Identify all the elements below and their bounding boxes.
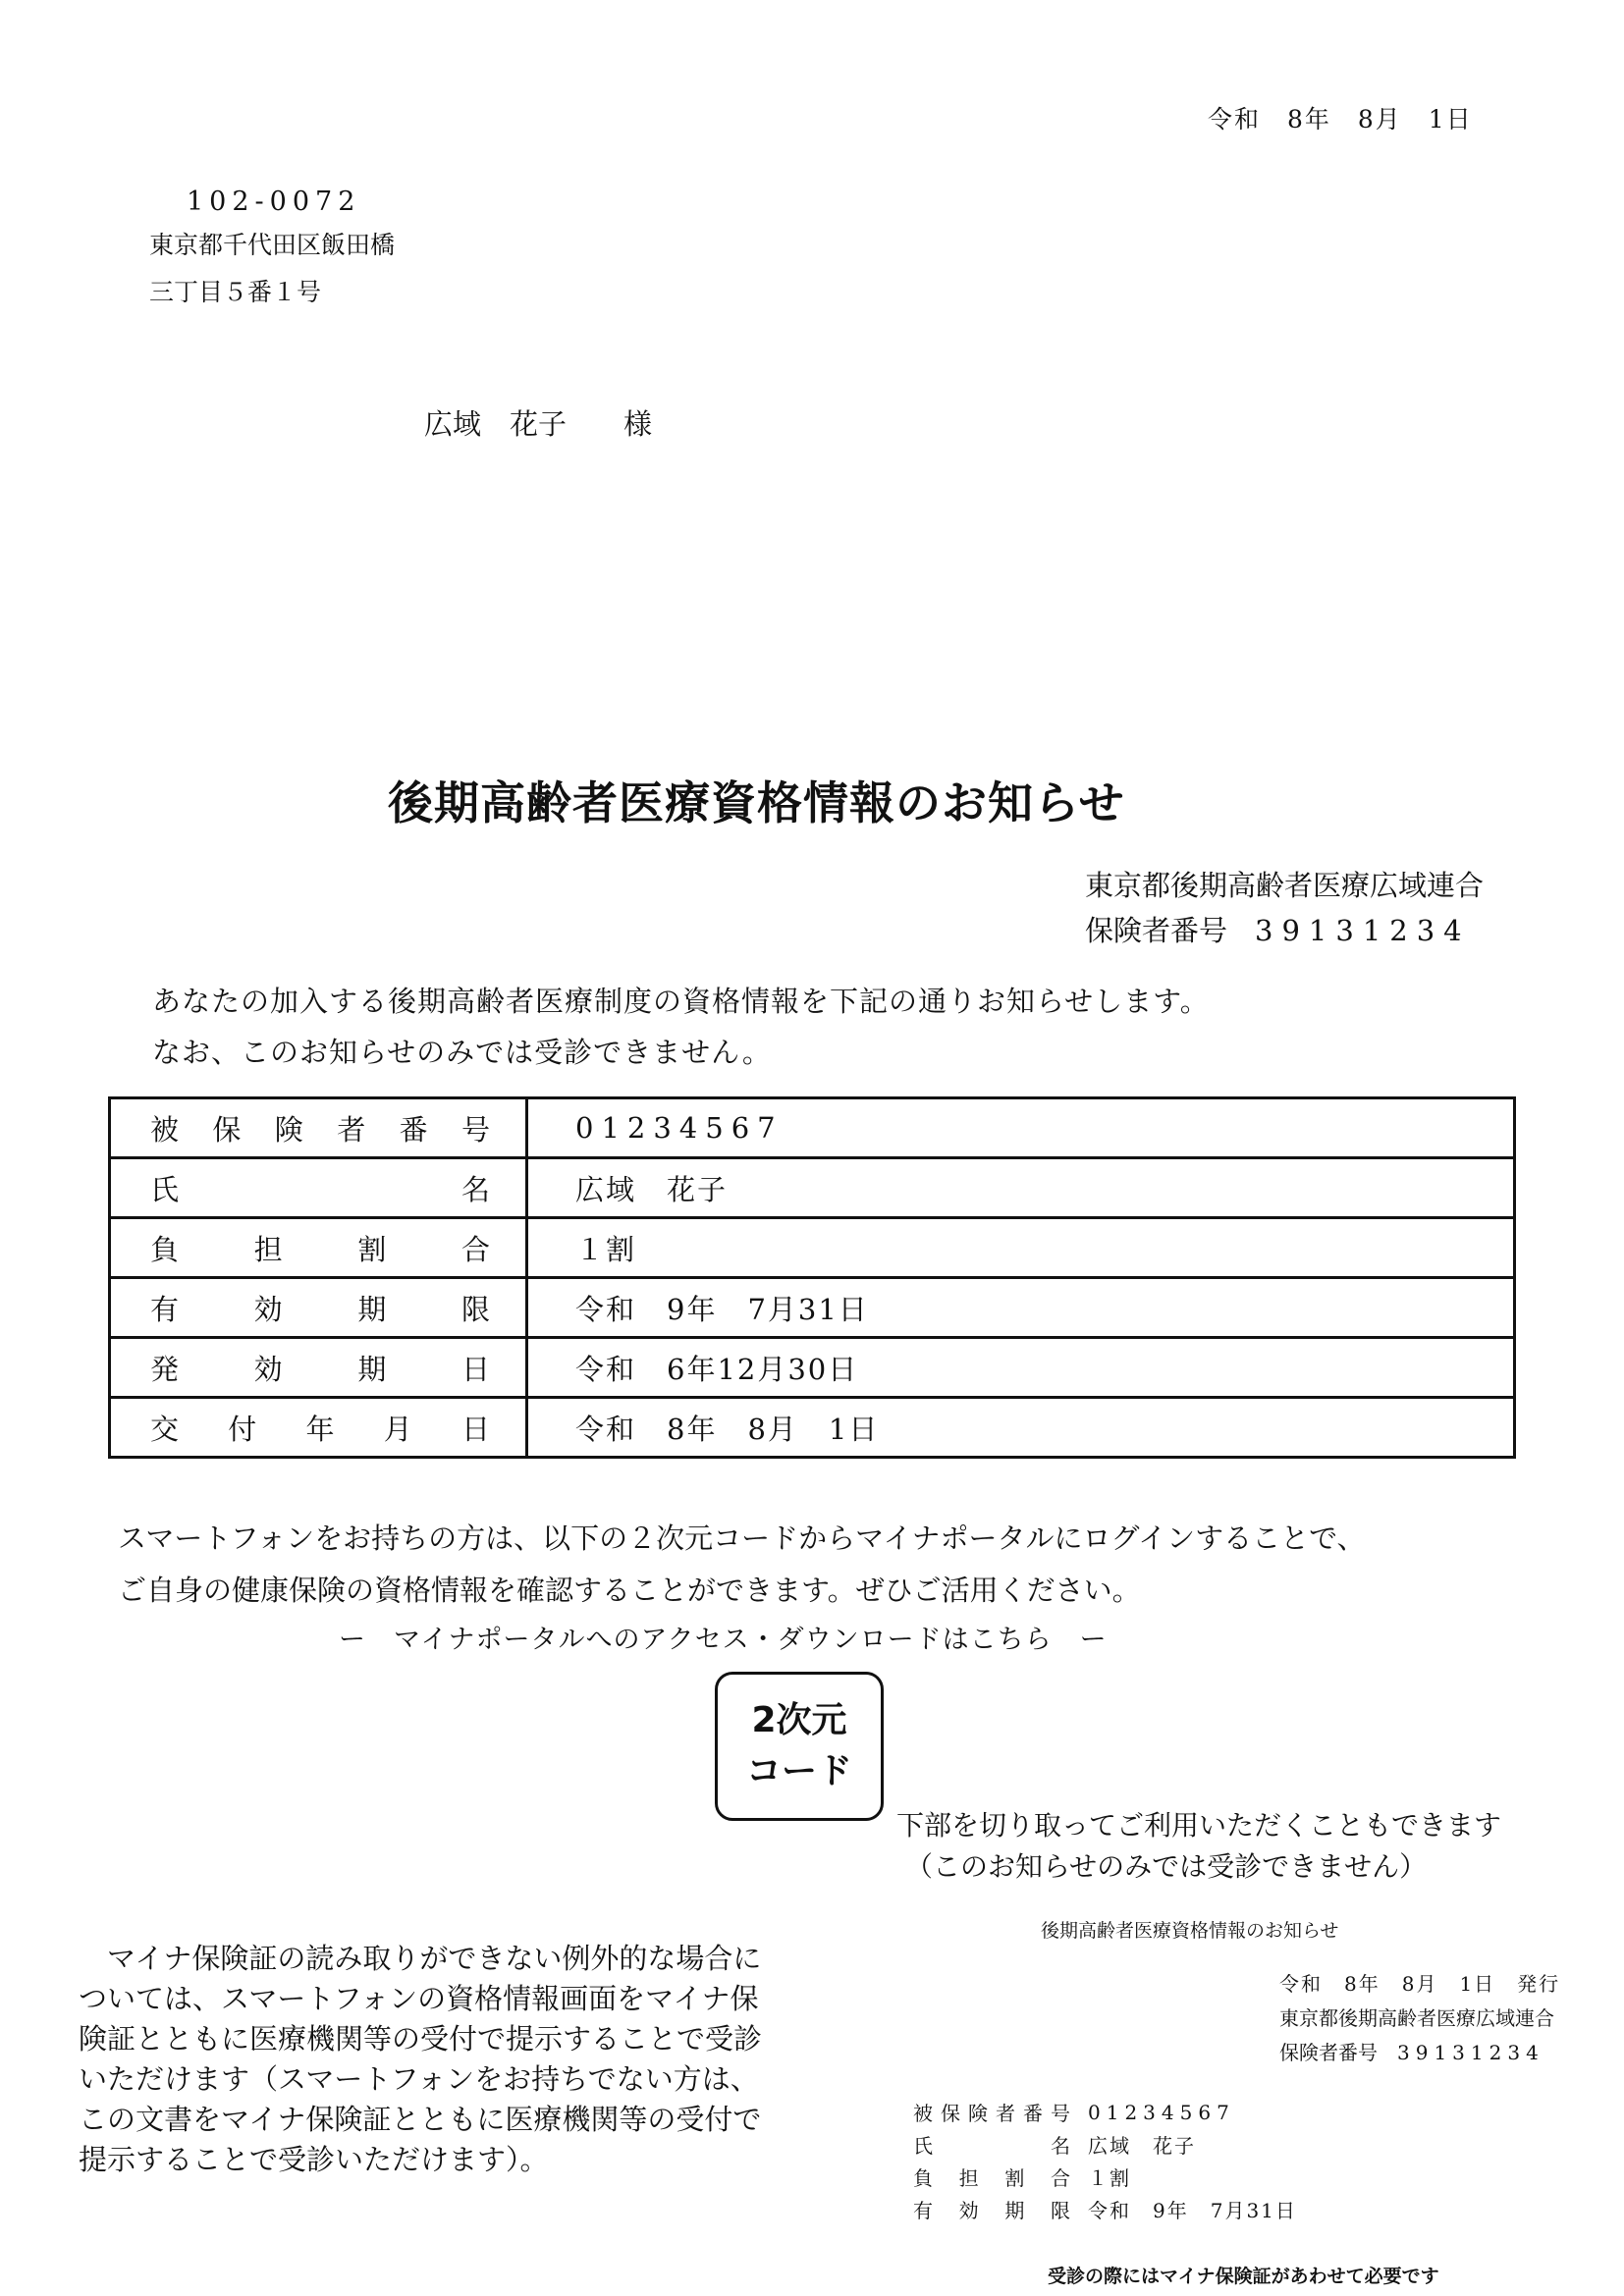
table-row	[110, 1098, 1515, 1158]
stub-insurer-number: 39131234	[1397, 2041, 1544, 2064]
stub-issue-date: 令和 8年 8月 1日 発行	[1279, 1972, 1561, 1996]
row-value: １割	[527, 1218, 1515, 1278]
document-title: 後期高齢者医療資格情報のお知らせ	[388, 776, 1125, 829]
paragraph-line: この文書をマイナ保険証とともに医療機関等の受付で	[79, 2103, 762, 2136]
qr-code-label: 2次元	[751, 1700, 847, 1740]
postal-code: 102-0072	[187, 187, 361, 217]
stub-row-value: 令和 9年 7月31日	[1088, 2199, 1297, 2222]
qualification-table	[108, 1096, 1516, 1459]
paragraph-line: 険証とともに医療機関等の受付で提示することで受診	[79, 2022, 763, 2056]
row-value: 令和 6年12月30日	[527, 1338, 1515, 1398]
stub-issuer-name: 東京都後期高齢者医療広域連合	[1279, 2006, 1554, 2030]
stub-row	[913, 2128, 1297, 2161]
row-value: 令和 9年 7月31日	[527, 1278, 1515, 1338]
stub-row-value: 広域 花子	[1088, 2134, 1196, 2158]
table-row	[110, 1398, 1515, 1458]
qr-instructions: スマートフォンをお持ちの方は、以下の２次元コードからマイナポータルにログインすることで、	[118, 1522, 1366, 1555]
insurer-number-label: 保険者番号	[1085, 914, 1228, 947]
table-row	[110, 1278, 1515, 1338]
table-row	[110, 1338, 1515, 1398]
stub-insurer-number-line	[1279, 2037, 1544, 2065]
row-label: 氏名	[110, 1158, 527, 1218]
intro-text: なお、このお知らせのみでは受診できません。	[152, 1036, 772, 1069]
stub-notice: 受診の際にはマイナ保険証があわせて必要です	[1048, 2266, 1439, 2287]
stub-row	[913, 2096, 1297, 2128]
stub-row-value: 01234567	[1088, 2100, 1235, 2124]
insurer-number-line	[1085, 909, 1471, 949]
row-value: 広域 花子	[527, 1158, 1515, 1218]
stub-row	[913, 2161, 1297, 2193]
paragraph-line: マイナ保険証の読み取りができない例外的な場合に	[79, 1942, 762, 1975]
paragraph-line: ついては、スマートフォンの資格情報画面をマイナ保	[79, 1982, 759, 2015]
table-row	[110, 1158, 1515, 1218]
stub-row-label: 有効期限	[913, 2199, 1070, 2222]
address-line1: 東京都千代田区飯田橋	[149, 231, 396, 259]
exception-paragraph	[79, 1939, 884, 2180]
paragraph-line: 提示することで受診いただけます）。	[79, 2143, 549, 2176]
address-line2: 三丁目５番１号	[149, 278, 322, 306]
row-label: 有効期限	[110, 1278, 527, 1338]
table-row	[110, 1218, 1515, 1278]
stub-row	[913, 2193, 1297, 2225]
qr-code-label: コード	[745, 1751, 852, 1791]
stub-row-value: １割	[1088, 2166, 1131, 2190]
row-label: 発効期日	[110, 1338, 527, 1398]
stub-info-list	[913, 2096, 1297, 2225]
row-label: 被保険者番号	[110, 1098, 527, 1158]
row-value: 01234567	[527, 1098, 1515, 1158]
issuer-name: 東京都後期高齢者医療広域連合	[1085, 869, 1485, 902]
qr-code-placeholder[interactable]	[715, 1672, 884, 1821]
stub-row-label: 被保険者番号	[913, 2102, 1070, 2125]
stub-title: 後期高齢者医療資格情報のお知らせ	[1041, 1920, 1339, 1942]
qr-instructions: ご自身の健康保険の資格情報を確認することができます。ぜひご活用ください。	[118, 1574, 1141, 1607]
cut-note: 下部を切り取ってご利用いただくこともできます	[896, 1809, 1502, 1842]
stub-row-label: 負担割合	[913, 2166, 1070, 2190]
cut-note: （このお知らせのみでは受診できません）	[905, 1850, 1428, 1883]
recipient-name: 広域 花子 様	[424, 407, 653, 441]
portal-access-heading: ー マイナポータルへのアクセス・ダウンロードはこちら ー	[339, 1625, 1108, 1655]
row-label: 負担割合	[110, 1218, 527, 1278]
paragraph-line: いただけます（スマートフォンをお持ちでない方は、	[79, 2062, 759, 2096]
intro-text: あなたの加入する後期高齢者医療制度の資格情報を下記の通りお知らせします。	[152, 985, 1210, 1018]
stub-row-label: 氏名	[913, 2134, 1070, 2158]
row-label: 交付年月日	[110, 1398, 527, 1458]
issue-date: 令和 8年 8月 1日	[1208, 105, 1473, 133]
stub-insurer-label: 保険者番号	[1279, 2041, 1378, 2064]
row-value: 令和 8年 8月 1日	[527, 1398, 1515, 1458]
insurer-number: 39131234	[1255, 914, 1471, 947]
